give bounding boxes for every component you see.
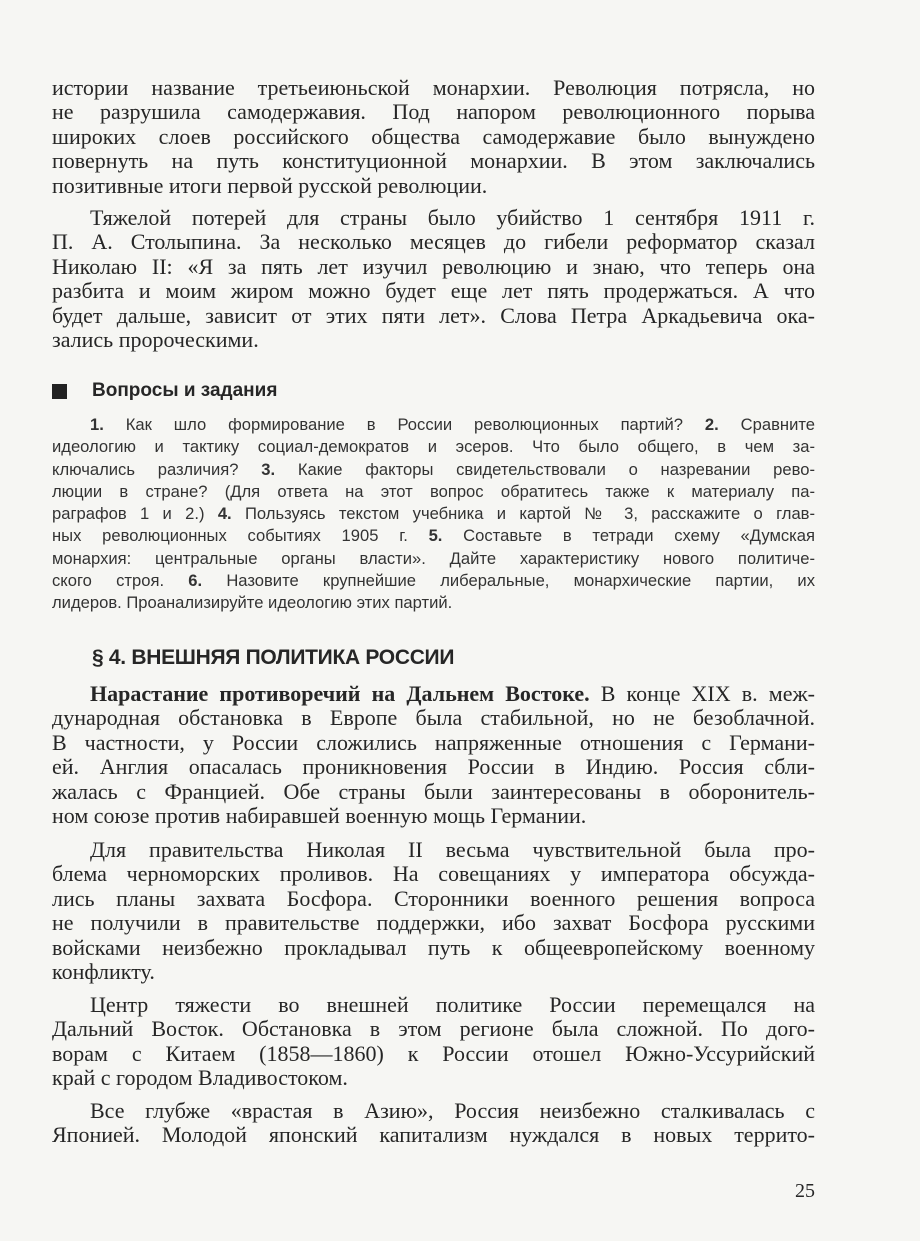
text-line <box>52 174 815 198</box>
text-line <box>52 525 815 547</box>
line-text: край с городом Владивостоком. <box>52 1065 348 1091</box>
paragraph-2 <box>52 206 815 353</box>
text-line <box>52 570 815 592</box>
line-text: разбита и моим жиром можно будет еще лет пять продержаться. А что <box>52 278 815 304</box>
text-line <box>52 838 815 862</box>
question-number: 4. <box>217 504 232 524</box>
text-line <box>52 149 815 173</box>
text-line <box>52 731 815 755</box>
question-text: лидеров. Проанализируйте идеологию этих партий. <box>52 593 453 613</box>
text-line <box>52 459 815 481</box>
line-text: Японией. Молодой японский капитализм нуждался в новых террито- <box>52 1122 815 1148</box>
line-text: ворам с Китаем (1858—1860) к России отошел Южно-Уссурийский <box>52 1040 815 1066</box>
text-line <box>52 780 815 804</box>
text-line <box>52 206 815 230</box>
text-line <box>52 328 815 352</box>
text-line <box>52 304 815 328</box>
text-line <box>52 887 815 911</box>
question-text: ных революционных событиях 1905 г. <box>52 526 429 546</box>
text-line <box>52 706 815 730</box>
text-line <box>52 1066 815 1090</box>
line-text: Все глубже «врастая в Азию», Россия неизбежно сталкивалась с <box>90 1098 815 1123</box>
question-text: раграфов 1 и 2.) <box>52 504 218 524</box>
text-line <box>52 1099 815 1123</box>
line-text: ей. Англия опасалась проникновения России в Индию. Россия сбли- <box>52 754 815 780</box>
question-text: ского строя. <box>52 571 189 591</box>
bold-lead: Нарастание противоречий на Дальнем Востоке. <box>90 681 590 706</box>
line-text: не получили в правительстве поддержки, ибо захват Босфора русскими <box>52 910 815 936</box>
line-text: позитивные итоги первой русской революции. <box>52 172 488 198</box>
line-text: лись планы захвата Босфора. Сторонники военного решения вопроса <box>52 885 815 911</box>
text-line <box>52 911 815 935</box>
line-text: дународная обстановка в Европе была стабильной, но не безоблачной. <box>52 705 815 731</box>
line-text: истории название третьеиюньской монархии. Революция потрясла, но <box>52 75 815 100</box>
text-line <box>52 230 815 254</box>
line-text: повернуть на путь конституционной монархии. В этом заключались <box>52 148 815 174</box>
text-line <box>52 1123 815 1147</box>
section-title: § 4. ВНЕШНЯЯ ПОЛИТИКА РОССИИ <box>92 646 455 669</box>
question-text: Сравните <box>718 415 815 434</box>
question-number: 3. <box>261 459 276 479</box>
text-line <box>52 125 815 149</box>
questions-list <box>52 414 815 615</box>
question-text: Пользуясь текстом учебника и картой № 3, расскажите о глав- <box>231 504 816 524</box>
line-text: широких слоев российского общества самодержавие было вынуждено <box>52 123 815 149</box>
question-text: Как шло формирование в России революционных партий? <box>103 415 705 434</box>
question-number: 1. <box>90 415 104 434</box>
section-paragraph-1 <box>52 682 815 829</box>
paragraph-1 <box>52 76 815 198</box>
text-line <box>52 1017 815 1041</box>
section-paragraph-4 <box>52 1099 815 1148</box>
line-text: В частности, у России сложились напряженные отношения с Германи- <box>52 729 815 755</box>
line-text: ном союзе против набиравшей военную мощь Германии. <box>52 803 587 829</box>
line-text: войсками неизбежно прокладывал путь к общеевропейскому военному <box>52 934 815 960</box>
text-line <box>52 414 815 436</box>
section-paragraph-3 <box>52 993 815 1091</box>
text-line <box>52 1042 815 1066</box>
line-text: Для правительства Николая II весьма чувствительной была про- <box>90 837 815 862</box>
question-text: идеологию и тактику социал-демократов и эсеров. Что было общего, в чем за- <box>52 437 815 457</box>
text-line <box>52 960 815 984</box>
text-line <box>52 862 815 886</box>
line-text: жалась с Францией. Обе страны были заинтересованы в оборонитель- <box>52 778 815 804</box>
question-text: Составьте в тетради схему «Думская <box>442 526 816 546</box>
line-text: В конце XIX в. меж- <box>589 681 815 706</box>
question-text: монархия: центральные органы власти». Дайте характеристику нового политиче- <box>52 548 815 568</box>
text-line <box>52 682 815 706</box>
line-text: будет дальше, зависит от этих пяти лет». Слова Петра Аркадьевича ока- <box>52 302 815 328</box>
square-bullet-icon <box>52 384 67 399</box>
text-line <box>52 279 815 303</box>
text-line <box>52 503 815 525</box>
question-number: 6. <box>188 571 203 591</box>
line-text: Тяжелой потерей для страны было убийство 1 сентября 1911 г. <box>90 205 815 230</box>
line-text: конфликту. <box>52 959 155 985</box>
text-line <box>52 548 815 570</box>
text-line <box>52 755 815 779</box>
text-line <box>52 936 815 960</box>
text-line <box>52 436 815 458</box>
line-text: Центр тяжести во внешней политике России перемещался на <box>90 992 815 1017</box>
text-line <box>52 100 815 124</box>
question-number: 2. <box>704 415 719 434</box>
question-text: Какие факторы свидетельствовали о назревании рево- <box>275 459 815 479</box>
text-line <box>52 592 815 614</box>
question-text: Назовите крупнейшие либеральные, монархические партии, их <box>202 571 815 591</box>
text-line <box>52 255 815 279</box>
line-text: П. А. Столыпина. За несколько месяцев до гибели реформатор сказал <box>52 229 815 255</box>
question-text: люции в стране? (Для ответа на этот вопрос обратитесь также к материалу па- <box>52 481 815 501</box>
questions-heading-text: Вопросы и задания <box>92 380 278 401</box>
question-text: ключались различия? <box>52 459 262 479</box>
section-paragraph-2 <box>52 838 815 985</box>
page-number: 25 <box>795 1180 815 1202</box>
line-text: зались пророческими. <box>52 327 259 353</box>
text-line <box>52 804 815 828</box>
line-text: Дальний Восток. Обстановка в этом регионе была сложной. По дого- <box>52 1016 815 1042</box>
text-line <box>52 481 815 503</box>
questions-heading <box>52 380 277 402</box>
text-line <box>52 76 815 100</box>
question-number: 5. <box>428 526 443 546</box>
line-text: блема черноморских проливов. На совещаниях у императора обсужда- <box>52 861 815 887</box>
line-text: Николаю II: «Я за пять лет изучил революцию и знаю, что теперь она <box>52 253 815 279</box>
text-line <box>52 993 815 1017</box>
line-text: не разрушила самодержавия. Под напором революционного порыва <box>52 99 815 125</box>
